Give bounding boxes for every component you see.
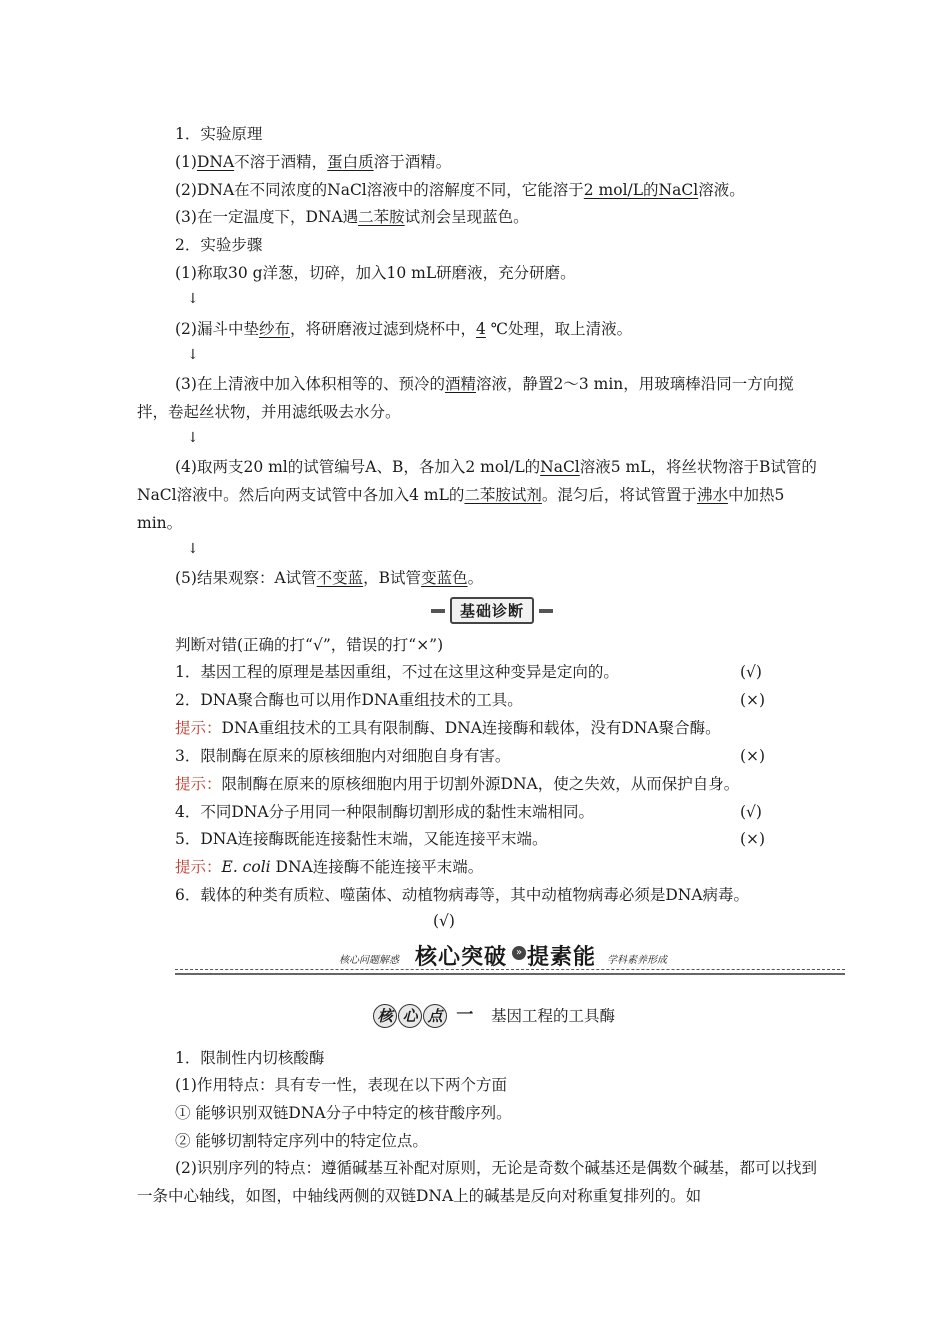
diagnosis-hint-2: 提示：DNA重组技术的工具有限制酶、DNA连接酶和载体，没有DNA聚合酶。 — [175, 719, 721, 737]
diagnosis-item-4: 4．不同DNA分子用同一种限制酶切割形成的黏性末端相同。 — [175, 803, 595, 821]
core-point-title: 基因工程的工具酶 — [491, 1007, 616, 1025]
chevron-right-icon: » — [512, 946, 526, 960]
diagnosis-item-1: 1．基因工程的原理是基因重组，不过在这里这种变异是定向的。 — [175, 663, 619, 681]
diagnosis-mark-2: (×) — [740, 691, 766, 709]
down-arrow-icon: ↓ — [187, 347, 199, 363]
diagnosis-item-2: 2．DNA聚合酶也可以用作DNA重组技术的工具。 — [175, 691, 523, 709]
principle-line-3: (3)在一定温度下，DNA遇二苯胺试剂会呈现蓝色。 — [175, 208, 529, 226]
step-2: (2)漏斗中垫纱布，将研磨液过滤到烧杯中，4 ℃处理，取上清液。 — [175, 320, 633, 338]
diagnosis-mark-6: (√) — [433, 912, 455, 930]
step-4: (4)取两支20 ml的试管编号A、B，各加入2 mol/L的NaCl溶液5 mL，将丝状物溶于B试管的NaCl溶液中。然后向两支试管中各加入4 mL的二苯胺试剂。混匀后，将试管置于沸水中加热5 min。 — [137, 458, 817, 532]
down-arrow-icon: ↓ — [187, 541, 199, 557]
principle-line-1: (1)DNA不溶于酒精，蛋白质溶于酒精。 — [175, 153, 452, 171]
principle-line-2: (2)DNA在不同浓度的NaCl溶液中的溶解度不同，它能溶于2 mol/L的NaCl溶液。 — [175, 181, 745, 199]
diagnosis-hint-5: 提示：E. coli DNA连接酶不能连接平末端。 — [175, 858, 484, 876]
diagnosis-hint-3: 提示：限制酶在原来的原核细胞内用于切割外源DNA，使之失效，从而保护自身。 — [175, 775, 740, 793]
step-5: (5)结果观察：A试管不变蓝，B试管变蓝色。 — [175, 569, 484, 587]
diagnosis-intro: 判断对错(正确的打“√”，错误的打“×”) — [175, 636, 444, 654]
core-line-2: ① 能够识别双链DNA分子中特定的核苷酸序列。 — [175, 1104, 512, 1122]
divider — [175, 973, 845, 975]
step-1: (1)称取30 g洋葱，切碎，加入10 mL研磨液，充分研磨。 — [175, 264, 576, 282]
core-line-3: ② 能够切割特定序列中的特定位点。 — [175, 1132, 428, 1150]
core-line-1: (1)作用特点：具有专一性，表现在以下两个方面 — [175, 1076, 507, 1094]
down-arrow-icon: ↓ — [187, 291, 199, 307]
divider — [175, 969, 845, 970]
core-heading-1: 1．限制性内切核酸酶 — [175, 1049, 325, 1067]
diagnosis-mark-4: (√) — [740, 803, 762, 821]
core-breakthrough-banner: 核心问题解惑 核心突破 » 提素能 学科素养形成 — [175, 940, 845, 974]
diagnosis-mark-3: (×) — [740, 747, 766, 765]
down-arrow-icon: ↓ — [187, 430, 199, 446]
diagnosis-item-3: 3．限制酶在原来的原核细胞内对细胞自身有害。 — [175, 747, 511, 765]
principle-heading: 1．实验原理 — [175, 125, 263, 143]
diagnosis-banner: 基础诊断 — [431, 597, 553, 623]
diagnosis-mark-5: (×) — [740, 830, 766, 848]
core-line-4: (2)识别序列的特点：遵循碱基互补配对原则，无论是奇数个碱基还是偶数个碱基，都可以找到一条中心轴线，如图，中轴线两侧的双链DNA上的碱基是反向对称重复排列的。如 — [137, 1159, 817, 1205]
steps-heading: 2．实验步骤 — [175, 236, 263, 254]
core-point-badge: 核 心 点 一 — [373, 1004, 479, 1028]
diagnosis-item-6: 6．载体的种类有质粒、噬菌体、动植物病毒等，其中动植物病毒必须是DNA病毒。 — [175, 886, 750, 904]
diagnosis-item-5: 5．DNA连接酶既能连接黏性末端，又能连接平末端。 — [175, 830, 548, 848]
diagnosis-mark-1: (√) — [740, 663, 762, 681]
step-3: (3)在上清液中加入体积相等的、预冷的酒精溶液，静置2～3 min，用玻璃棒沿同一方向搅拌，卷起丝状物，并用滤纸吸去水分。 — [137, 375, 794, 421]
